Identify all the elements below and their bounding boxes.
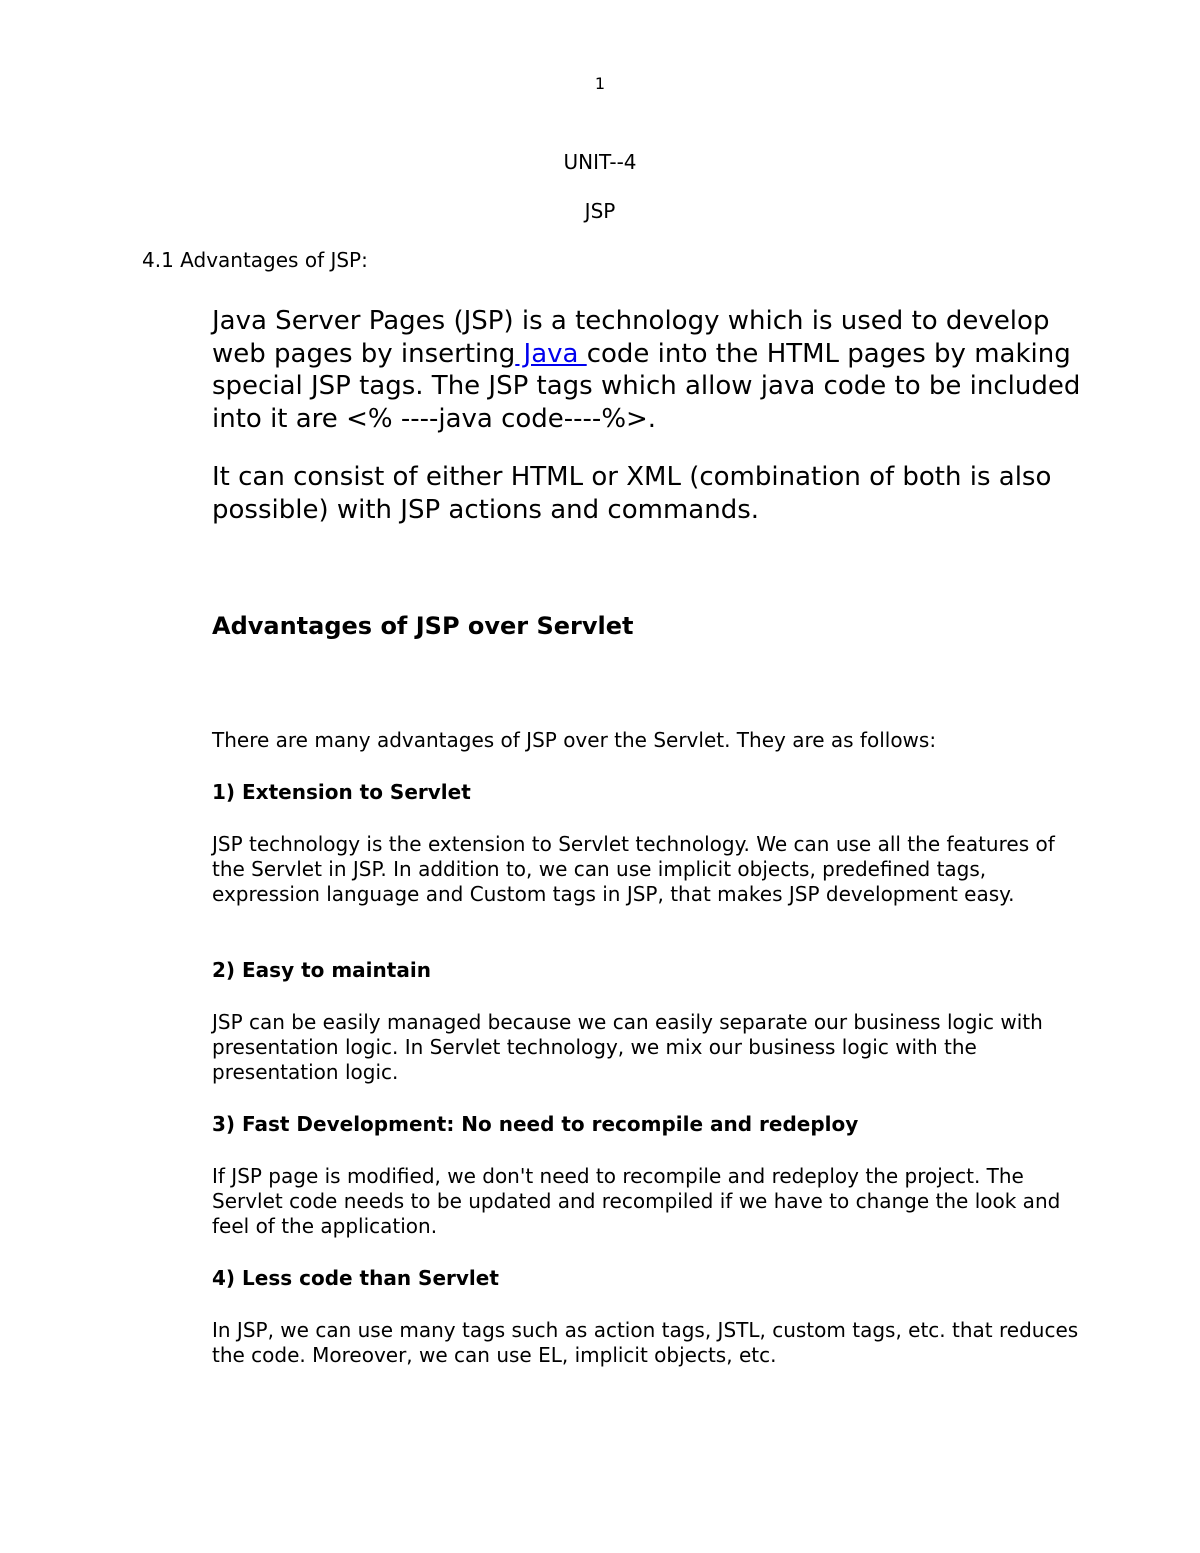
advantages-lead: There are many advantages of JSP over the Servlet. They are as follows: bbox=[212, 728, 937, 752]
advantage-4-body: In JSP, we can use many tags such as action tags, JSTL, custom tags, etc. that reduces the code. Moreover, we can use EL, implicit objects, etc. bbox=[212, 1318, 1079, 1367]
intro-text-before-link: Java Server Pages (JSP) is a technology which is used to develop web pages by inserting bbox=[212, 306, 1050, 369]
advantage-2-title: 2) Easy to maintain bbox=[212, 958, 431, 982]
advantages-heading: Advantages of JSP over Servlet bbox=[212, 612, 634, 640]
intro-text-after-link: code into the HTML pages by making special JSP tags. The JSP tags which allow java code to be included into it are <% ----java code----%>. bbox=[212, 338, 1081, 434]
intro-paragraph-2: It can consist of either HTML or XML (combination of both is also possible) with JSP actions and commands. bbox=[212, 462, 1052, 525]
page-number: 1 bbox=[594, 74, 606, 93]
section-heading: 4.1 Advantages of JSP: bbox=[142, 248, 368, 272]
java-link[interactable]: Java bbox=[515, 338, 587, 369]
unit-title: UNIT--4 bbox=[563, 150, 637, 174]
advantage-3-body: If JSP page is modified, we don't need to recompile and redeploy the project. The Servlet code needs to be updated and recompiled if we have to change the look and feel of the application. bbox=[212, 1164, 1061, 1238]
subject-title: JSP bbox=[584, 199, 616, 223]
advantage-2-body: JSP can be easily managed because we can easily separate our business logic with presentation logic. In Servlet technology, we mix our business logic with the presentation logic. bbox=[212, 1010, 1043, 1084]
intro-paragraph-1 bbox=[212, 305, 1092, 435]
advantage-3-title: 3) Fast Development: No need to recompile and redeploy bbox=[212, 1112, 859, 1136]
advantage-1-body: JSP technology is the extension to Servlet technology. We can use all the features of the Servlet in JSP. In addition to, we can use implicit objects, predefined tags, expression language and Custom tags in JSP, that makes JSP development easy. bbox=[212, 832, 1055, 906]
advantage-1-title: 1) Extension to Servlet bbox=[212, 780, 471, 804]
advantage-4-title: 4) Less code than Servlet bbox=[212, 1266, 499, 1290]
